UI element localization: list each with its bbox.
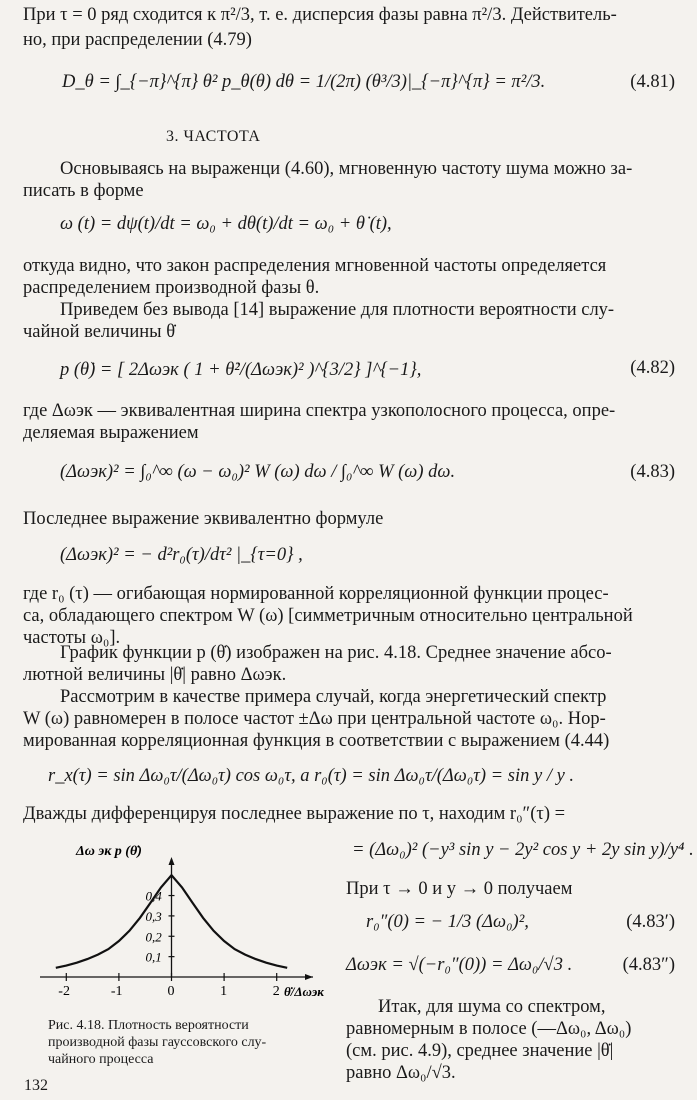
figure-ylabel: Δω эк p (θ̇) xyxy=(76,844,142,859)
equation-4-83-double-prime: Δωэк = √(−r₀″(0)) = Δω₀/√3 . xyxy=(346,955,573,975)
eq-number: (4.83″) xyxy=(622,955,675,975)
text-line: лютной величины |θ̇| равно Δωэк. xyxy=(23,665,287,685)
y-tick-label: 0,3 xyxy=(145,908,162,924)
text-line: W (ω) равномерен в полосе частот ±Δω при центральной частоте ω₀. Нор- xyxy=(23,709,606,729)
eq-number: (4.82) xyxy=(630,358,675,378)
equation-4-82: p (θ̇) = [ 2Δωэк ( 1 + θ̇²/(Δωэк)² )^{3/2} ]^{−1}, xyxy=(60,360,422,380)
text-line: При τ = 0 ряд сходится к π²/3, т. е. дисперсия фазы равна π²/3. Действитель- xyxy=(23,5,617,25)
text-line: чайной величины θ̇ xyxy=(23,322,176,342)
figure-caption-line: производной фазы гауссовского слу- xyxy=(48,1035,267,1050)
text-line: са, обладающего спектром W (ω) [симметричным относительно центральной xyxy=(23,606,633,626)
text-line: Основываясь на выраженци (4.60), мгновенную частоту шума можно за- xyxy=(60,159,633,179)
text-line: равно Δω₀/√3. xyxy=(346,1063,456,1083)
eq-number: (4.81) xyxy=(630,72,675,92)
figure-4-18 xyxy=(18,835,338,1010)
text-line: Дважды дифференцируя последнее выражение по τ, находим r₀″(τ) = xyxy=(23,804,566,824)
equation-4-83-prime: r₀″(0) = − 1/3 (Δω₀)², xyxy=(366,912,529,932)
text-line: где Δωэк — эквивалентная ширина спектра узкополосного процесса, опре- xyxy=(23,401,616,421)
text-line: деляемая выражением xyxy=(23,423,199,443)
x-tick-label: 2 xyxy=(272,984,280,999)
text-line: Рассмотрим в качестве примера случай, когда энергетический спектр xyxy=(60,687,607,707)
figure-caption-line: Рис. 4.18. Плотность вероятности xyxy=(48,1018,249,1033)
text-line: писать в форме xyxy=(23,181,144,201)
x-tick-label: 0 xyxy=(167,984,175,999)
equation-4-83: (Δωэк)² = ∫₀^∞ (ω − ω₀)² W (ω) dω / ∫₀^∞ W (ω) dω. xyxy=(60,462,456,482)
x-axis-arrow xyxy=(305,974,313,980)
y-tick-label: 0,2 xyxy=(145,929,162,945)
equation-frequency: ω (t) = dψ(t)/dt = ω₀ + dθ(t)/dt = ω₀ + θ̇ (t), xyxy=(60,214,392,234)
text-line: График функции p (θ̇) изображен на рис. 4.18. Среднее значение абсо- xyxy=(60,643,612,663)
text-line: но, при распределении (4.79) xyxy=(23,30,252,50)
text-line: частоты ω₀]. xyxy=(23,628,121,648)
equation-r0: (Δωэк)² = − d²r₀(τ)/dτ² |_{τ=0} , xyxy=(60,545,303,565)
text-line: равномерным в полосе (—Δω₀, Δω₀) xyxy=(346,1019,632,1039)
text-line: Приведем без вывода [14] выражение для плотности вероятности слу- xyxy=(60,300,615,320)
eq-number: (4.83) xyxy=(630,462,675,482)
text-line: (см. рис. 4.9), среднее значение |θ̇| xyxy=(346,1041,614,1061)
equation-4-81: D_θ = ∫_{−π}^{π} θ² p_θ(θ) dθ = 1/(2π) (θ³/3)|_{−π}^{π} = π²/3. xyxy=(62,72,546,92)
text-line: мированная корреляционная функция в соответствии с выражением (4.44) xyxy=(23,731,610,751)
text-line: где r₀ (τ) — огибающая нормированной корреляционной функции процес- xyxy=(23,584,609,604)
page-number: 132 xyxy=(24,1077,48,1094)
y-tick-label: 0,4 xyxy=(145,888,162,904)
text-line: распределением производной фазы θ. xyxy=(23,278,320,298)
y-axis-arrow xyxy=(169,857,175,865)
figure-caption-line: чайного процесса xyxy=(48,1052,154,1067)
x-tick-label: -1 xyxy=(110,984,123,999)
text-line: При τ → 0 и y → 0 получаем xyxy=(346,879,573,899)
section-heading: 3. ЧАСТОТА xyxy=(166,128,261,145)
figure-xlabel: θ̇/Δωэк xyxy=(284,984,324,999)
x-tick-label: -2 xyxy=(58,984,70,999)
text-line: откуда видно, что закон распределения мгновенной частоты определяется xyxy=(23,256,607,276)
x-tick-label: 1 xyxy=(220,984,228,999)
text-line: Последнее выражение эквивалентно формуле xyxy=(23,509,384,529)
equation-rx: r_x(τ) = sin Δω₀τ/(Δω₀τ) cos ω₀τ, а r₀(τ) = sin Δω₀τ/(Δω₀τ) = sin y / y . xyxy=(48,766,575,786)
y-tick-label: 0,1 xyxy=(145,949,162,965)
text-line: Итак, для шума со спектром, xyxy=(378,997,606,1017)
eq-number: (4.83′) xyxy=(626,912,675,932)
equation-second-derivative: = (Δω₀)² (−y³ sin y − 2y² cos y + 2y sin y)/y⁴ . xyxy=(352,840,694,860)
